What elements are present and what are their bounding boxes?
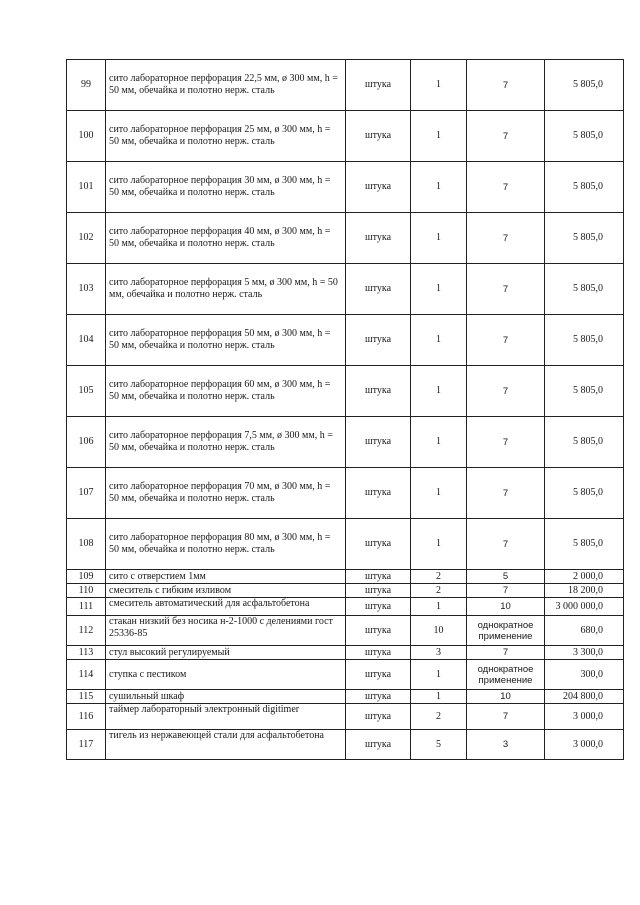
price-cell: 3 000,0 (545, 704, 624, 730)
quantity-cell: 5 (411, 730, 467, 760)
table-row (67, 315, 624, 366)
service-life-cell: 3 (467, 730, 545, 760)
quantity-cell: 2 (411, 570, 467, 584)
unit-cell: штука (346, 646, 411, 660)
price-cell: 3 300,0 (545, 646, 624, 660)
price-cell: 5 805,0 (545, 213, 624, 264)
row-number-cell: 111 (67, 598, 106, 616)
price-cell: 5 805,0 (545, 366, 624, 417)
table-row (67, 690, 624, 704)
unit-cell: штука (346, 162, 411, 213)
quantity-cell: 1 (411, 468, 467, 519)
item-name-cell: сито лабораторное перфорация 25 мм, ø 300 мм, h = 50 мм, обечайка и полотно нерж. сталь (106, 111, 346, 162)
quantity-cell: 1 (411, 213, 467, 264)
unit-cell: штука (346, 570, 411, 584)
price-cell: 5 805,0 (545, 60, 624, 111)
row-number-cell: 116 (67, 704, 106, 730)
table-row (67, 598, 624, 616)
row-number-cell: 108 (67, 519, 106, 570)
row-number-cell: 99 (67, 60, 106, 111)
quantity-cell: 1 (411, 315, 467, 366)
row-number-cell: 110 (67, 584, 106, 598)
service-life-cell: 7 (467, 366, 545, 417)
unit-cell: штука (346, 213, 411, 264)
quantity-cell: 1 (411, 519, 467, 570)
service-life-cell: 7 (467, 162, 545, 213)
quantity-cell: 1 (411, 111, 467, 162)
table-row (67, 660, 624, 690)
item-name-cell: ступка с пестиком (106, 660, 346, 690)
unit-cell: штука (346, 60, 411, 111)
price-cell: 5 805,0 (545, 519, 624, 570)
service-life-cell: 7 (467, 584, 545, 598)
price-cell: 680,0 (545, 616, 624, 646)
item-name-cell: сито лабораторное перфорация 30 мм, ø 300 мм, h = 50 мм, обечайка и полотно нерж. сталь (106, 162, 346, 213)
service-life-cell: 7 (467, 264, 545, 315)
row-number-cell: 112 (67, 616, 106, 646)
item-name-cell: сито лабораторное перфорация 22,5 мм, ø 300 мм, h = 50 мм, обечайка и полотно нерж. сталь (106, 60, 346, 111)
row-number-cell: 115 (67, 690, 106, 704)
price-cell: 18 200,0 (545, 584, 624, 598)
service-life-cell: 7 (467, 704, 545, 730)
unit-cell: штука (346, 366, 411, 417)
table-row (67, 264, 624, 315)
service-life-cell: 7 (467, 111, 545, 162)
row-number-cell: 113 (67, 646, 106, 660)
item-name-cell: сито лабораторное перфорация 60 мм, ø 300 мм, h = 50 мм, обечайка и полотно нерж. сталь (106, 366, 346, 417)
table-row (67, 646, 624, 660)
table-row (67, 111, 624, 162)
unit-cell: штука (346, 315, 411, 366)
price-cell: 3 000 000,0 (545, 598, 624, 616)
quantity-cell: 2 (411, 704, 467, 730)
row-number-cell: 114 (67, 660, 106, 690)
quantity-cell: 1 (411, 264, 467, 315)
quantity-cell: 2 (411, 584, 467, 598)
service-life-cell: 7 (467, 60, 545, 111)
equipment-table (66, 59, 624, 760)
quantity-cell: 1 (411, 660, 467, 690)
unit-cell: штука (346, 584, 411, 598)
unit-cell: штука (346, 417, 411, 468)
item-name-cell: сито лабораторное перфорация 5 мм, ø 300 мм, h = 50 мм, обечайка и полотно нерж. сталь (106, 264, 346, 315)
service-life-cell: 5 (467, 570, 545, 584)
price-cell: 3 000,0 (545, 730, 624, 760)
item-name-cell: стул высокий регулируемый (106, 646, 346, 660)
quantity-cell: 10 (411, 616, 467, 646)
price-cell: 5 805,0 (545, 468, 624, 519)
quantity-cell: 1 (411, 60, 467, 111)
price-cell: 5 805,0 (545, 162, 624, 213)
table-row (67, 213, 624, 264)
item-name-cell: сито с отверстием 1мм (106, 570, 346, 584)
quantity-cell: 1 (411, 690, 467, 704)
row-number-cell: 105 (67, 366, 106, 417)
unit-cell: штука (346, 111, 411, 162)
row-number-cell: 100 (67, 111, 106, 162)
item-name-cell: стакан низкий без носика н-2-1000 с делениями гост 25336-85 (106, 616, 346, 646)
quantity-cell: 1 (411, 162, 467, 213)
service-life-cell: однократное применение (467, 660, 545, 690)
price-cell: 5 805,0 (545, 264, 624, 315)
service-life-cell: 7 (467, 646, 545, 660)
unit-cell: штука (346, 519, 411, 570)
item-name-cell: сито лабораторное перфорация 80 мм, ø 300 мм, h = 50 мм, обечайка и полотно нерж. сталь (106, 519, 346, 570)
unit-cell: штука (346, 616, 411, 646)
table-row (67, 584, 624, 598)
row-number-cell: 103 (67, 264, 106, 315)
item-name-cell: сушильный шкаф (106, 690, 346, 704)
table-row (67, 570, 624, 584)
service-life-cell: 7 (467, 468, 545, 519)
unit-cell: штука (346, 730, 411, 760)
service-life-cell: однократное применение (467, 616, 545, 646)
item-name-cell: сито лабораторное перфорация 70 мм, ø 300 мм, h = 50 мм, обечайка и полотно нерж. сталь (106, 468, 346, 519)
item-name-cell: сито лабораторное перфорация 50 мм, ø 300 мм, h = 50 мм, обечайка и полотно нерж. сталь (106, 315, 346, 366)
item-name-cell: тигель из нержавеющей стали для асфальтобетона (106, 730, 346, 760)
item-name-cell: смеситель с гибким изливом (106, 584, 346, 598)
row-number-cell: 104 (67, 315, 106, 366)
table-row (67, 519, 624, 570)
unit-cell: штука (346, 690, 411, 704)
unit-cell: штука (346, 264, 411, 315)
row-number-cell: 109 (67, 570, 106, 584)
service-life-cell: 7 (467, 519, 545, 570)
table-row (67, 468, 624, 519)
item-name-cell: таймер лабораторный электронный digitimer (106, 704, 346, 730)
unit-cell: штука (346, 468, 411, 519)
row-number-cell: 101 (67, 162, 106, 213)
table-row (67, 60, 624, 111)
table-row (67, 417, 624, 468)
quantity-cell: 1 (411, 417, 467, 468)
quantity-cell: 1 (411, 598, 467, 616)
item-name-cell: смеситель автоматический для асфальтобетона (106, 598, 346, 616)
price-cell: 5 805,0 (545, 111, 624, 162)
service-life-cell: 10 (467, 690, 545, 704)
service-life-cell: 7 (467, 417, 545, 468)
price-cell: 5 805,0 (545, 417, 624, 468)
row-number-cell: 102 (67, 213, 106, 264)
price-cell: 300,0 (545, 660, 624, 690)
item-name-cell: сито лабораторное перфорация 40 мм, ø 300 мм, h = 50 мм, обечайка и полотно нерж. сталь (106, 213, 346, 264)
unit-cell: штука (346, 660, 411, 690)
price-cell: 2 000,0 (545, 570, 624, 584)
table-row (67, 162, 624, 213)
table-row (67, 704, 624, 730)
table-row (67, 616, 624, 646)
item-name-cell: сито лабораторное перфорация 7,5 мм, ø 300 мм, h = 50 мм, обечайка и полотно нерж. сталь (106, 417, 346, 468)
table-row (67, 730, 624, 760)
service-life-cell: 7 (467, 315, 545, 366)
table-row (67, 366, 624, 417)
row-number-cell: 107 (67, 468, 106, 519)
service-life-cell: 7 (467, 213, 545, 264)
price-cell: 5 805,0 (545, 315, 624, 366)
unit-cell: штука (346, 598, 411, 616)
unit-cell: штука (346, 704, 411, 730)
row-number-cell: 106 (67, 417, 106, 468)
service-life-cell: 10 (467, 598, 545, 616)
table-body (67, 60, 624, 760)
price-cell: 204 800,0 (545, 690, 624, 704)
quantity-cell: 3 (411, 646, 467, 660)
quantity-cell: 1 (411, 366, 467, 417)
row-number-cell: 117 (67, 730, 106, 760)
